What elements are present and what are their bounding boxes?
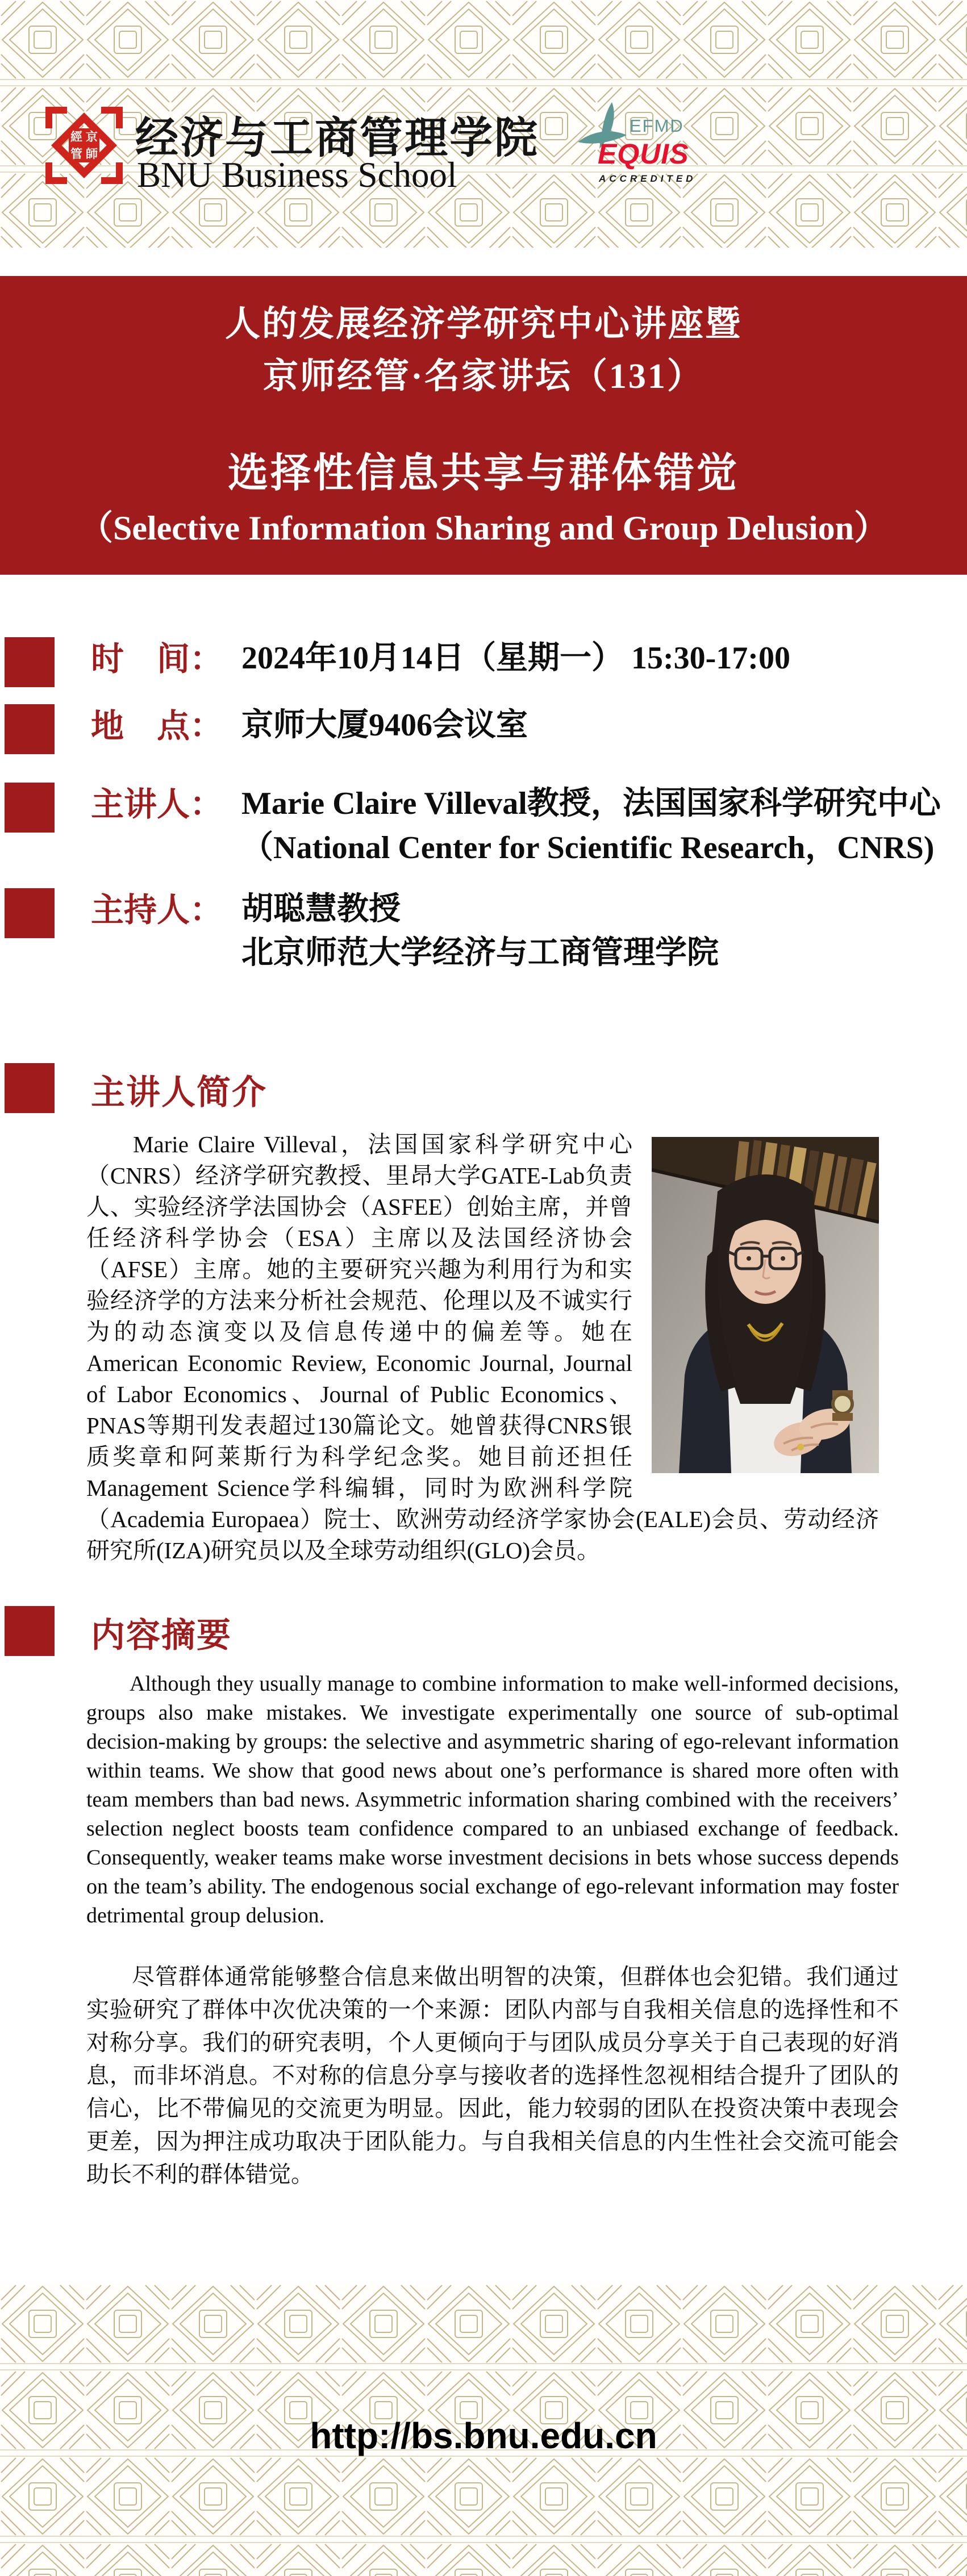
speaker-photo	[652, 1137, 879, 1473]
seal-char: 經	[70, 129, 82, 144]
school-name-cn: 经济与工商管理学院	[135, 114, 539, 162]
bullet-square-icon	[5, 783, 55, 833]
detail-value-speaker-line1: Marie Claire Villeval教授，法国国家科学研究中心	[241, 786, 941, 821]
title-banner	[0, 276, 967, 575]
abstract-chinese-paragraph: 尽管群体通常能够整合信息来做出明智的决策，但群体也会犯错。我们通过实验研究了群体中次优决策的一个来源：团队内部与自我相关信息的选择性和不对称分享。我们的研究表明，个人更倾向于与团队成员分享关于自己表现的好消息，而非坏消息。不对称的信息分享与接收者的选择性忽视相结合提升了团队的信心，比不带偏见的交流更为明显。因此，能力较弱的团队在投资决策中表现会更差，因为押注成功取决于团队能力。与自我相关信息的内生性社会交流可能会助长不利的群体错觉。	[86, 1964, 899, 2187]
detail-value-venue: 京师大厦9406会议室	[241, 708, 528, 743]
abstract-english-paragraph: Although they usually manage to combine information to make well-informed decisions, groups also make mistakes. We investigate experimentally one source of sub-optimal decision-making by groups: the selective and asymmetric sharing of ego-relevant information within teams. We show that good news about one’s performance is shared more often with team members than bad news. Asymmetric information sharing combined with the receivers’ selection neglect boosts team confidence compared to an unbiased exchange of feedback. Consequently, weaker teams make worse investment decisions in bets whose success depends on the team’s ability. The endogenous social exchange of ego-relevant information may foster detrimental group delusion.	[86, 1672, 899, 1927]
speaker-bio	[86, 1129, 879, 1566]
detail-label-venue: 地 点：	[91, 708, 223, 745]
school-website-url: http://bs.bnu.edu.cn	[310, 2415, 657, 2456]
bullet-square-icon	[5, 637, 55, 687]
equis-label: EQUIS	[598, 138, 689, 170]
detail-label-time: 时 间：	[91, 641, 223, 678]
seal-center-stamp	[69, 128, 99, 162]
section-heading-abstract: 内容摘要	[91, 1617, 232, 1654]
detail-label-speaker: 主讲人：	[91, 786, 223, 823]
seal-char: 師	[86, 147, 98, 161]
bullet-square-icon	[5, 1063, 55, 1113]
bullet-square-icon	[5, 704, 55, 754]
speaker-bio-paragraph: Marie Claire Villeval，法国国家科学研究中心（CNRS）经济学研究教授、里昂大学GATE-Lab负责人、实验经济学法国协会（ASFEE）创始主席，并曾任经济科学协会（ESA）主席以及法国经济协会（AFSE）主席。她的主要研究兴趣为利用行为和实验经济学的方法来分析社会规范、伦理以及不诚实行为的动态演变以及信息传递中的偏差等。她在American Economic Review, Economic Journal, Journal of Labor Economics、Journal of Public Economics、PNAS等期刊发表超过130篇论文。她曾获得CNRS银质奖章和阿莱斯行为科学纪念奖。她目前还担任Management Science学科编辑，同时为欧洲科学院（Academia Europaea）院士、欧洲劳动经济学家协会(EALE)会员、劳动经济研究所(IZA)研究员以及全球劳动组织(GLO)会员。	[86, 1131, 879, 1563]
detail-value-host-line2: 北京师范大学经济与工商管理学院	[241, 935, 719, 971]
bullet-square-icon	[5, 888, 55, 938]
section-heading-bio: 主讲人简介	[91, 1074, 267, 1111]
lecture-title-cn: 选择性信息共享与群体错觉	[227, 451, 739, 496]
bnu-seal-logo	[45, 107, 123, 184]
detail-value-host-line1: 胡聪慧教授	[241, 892, 401, 927]
seal-char: 管	[70, 147, 82, 161]
lecture-title-en: （Selective Information Sharing and Group Delusion）	[78, 509, 889, 547]
detail-value-time: 2024年10月14日（星期一） 15:30-17:00	[241, 641, 790, 676]
detail-label-host: 主持人：	[91, 892, 223, 929]
efmd-label: EFMD	[630, 116, 684, 136]
abstract-english	[86, 1670, 899, 1930]
equis-accreditation-mark	[571, 98, 719, 189]
seal-corner-bracket-icon	[45, 107, 67, 128]
bullet-square-icon	[5, 1606, 55, 1656]
seal-char: 京	[86, 129, 98, 144]
seal-corner-bracket-icon	[45, 162, 67, 184]
abstract-chinese	[86, 1960, 899, 2191]
accredited-label: ACCREDITED	[599, 173, 697, 184]
seal-corner-bracket-icon	[101, 162, 123, 184]
detail-value-speaker-line2: （National Center for Scientific Research，CNRS)	[241, 830, 935, 865]
school-name-en: BNU Business School	[137, 155, 457, 195]
banner-series-line-1: 人的发展经济学研究中心讲座暨	[224, 305, 742, 344]
banner-series-line-2: 京师经管·名家讲坛（131）	[263, 357, 704, 396]
seal-corner-bracket-icon	[101, 107, 123, 128]
